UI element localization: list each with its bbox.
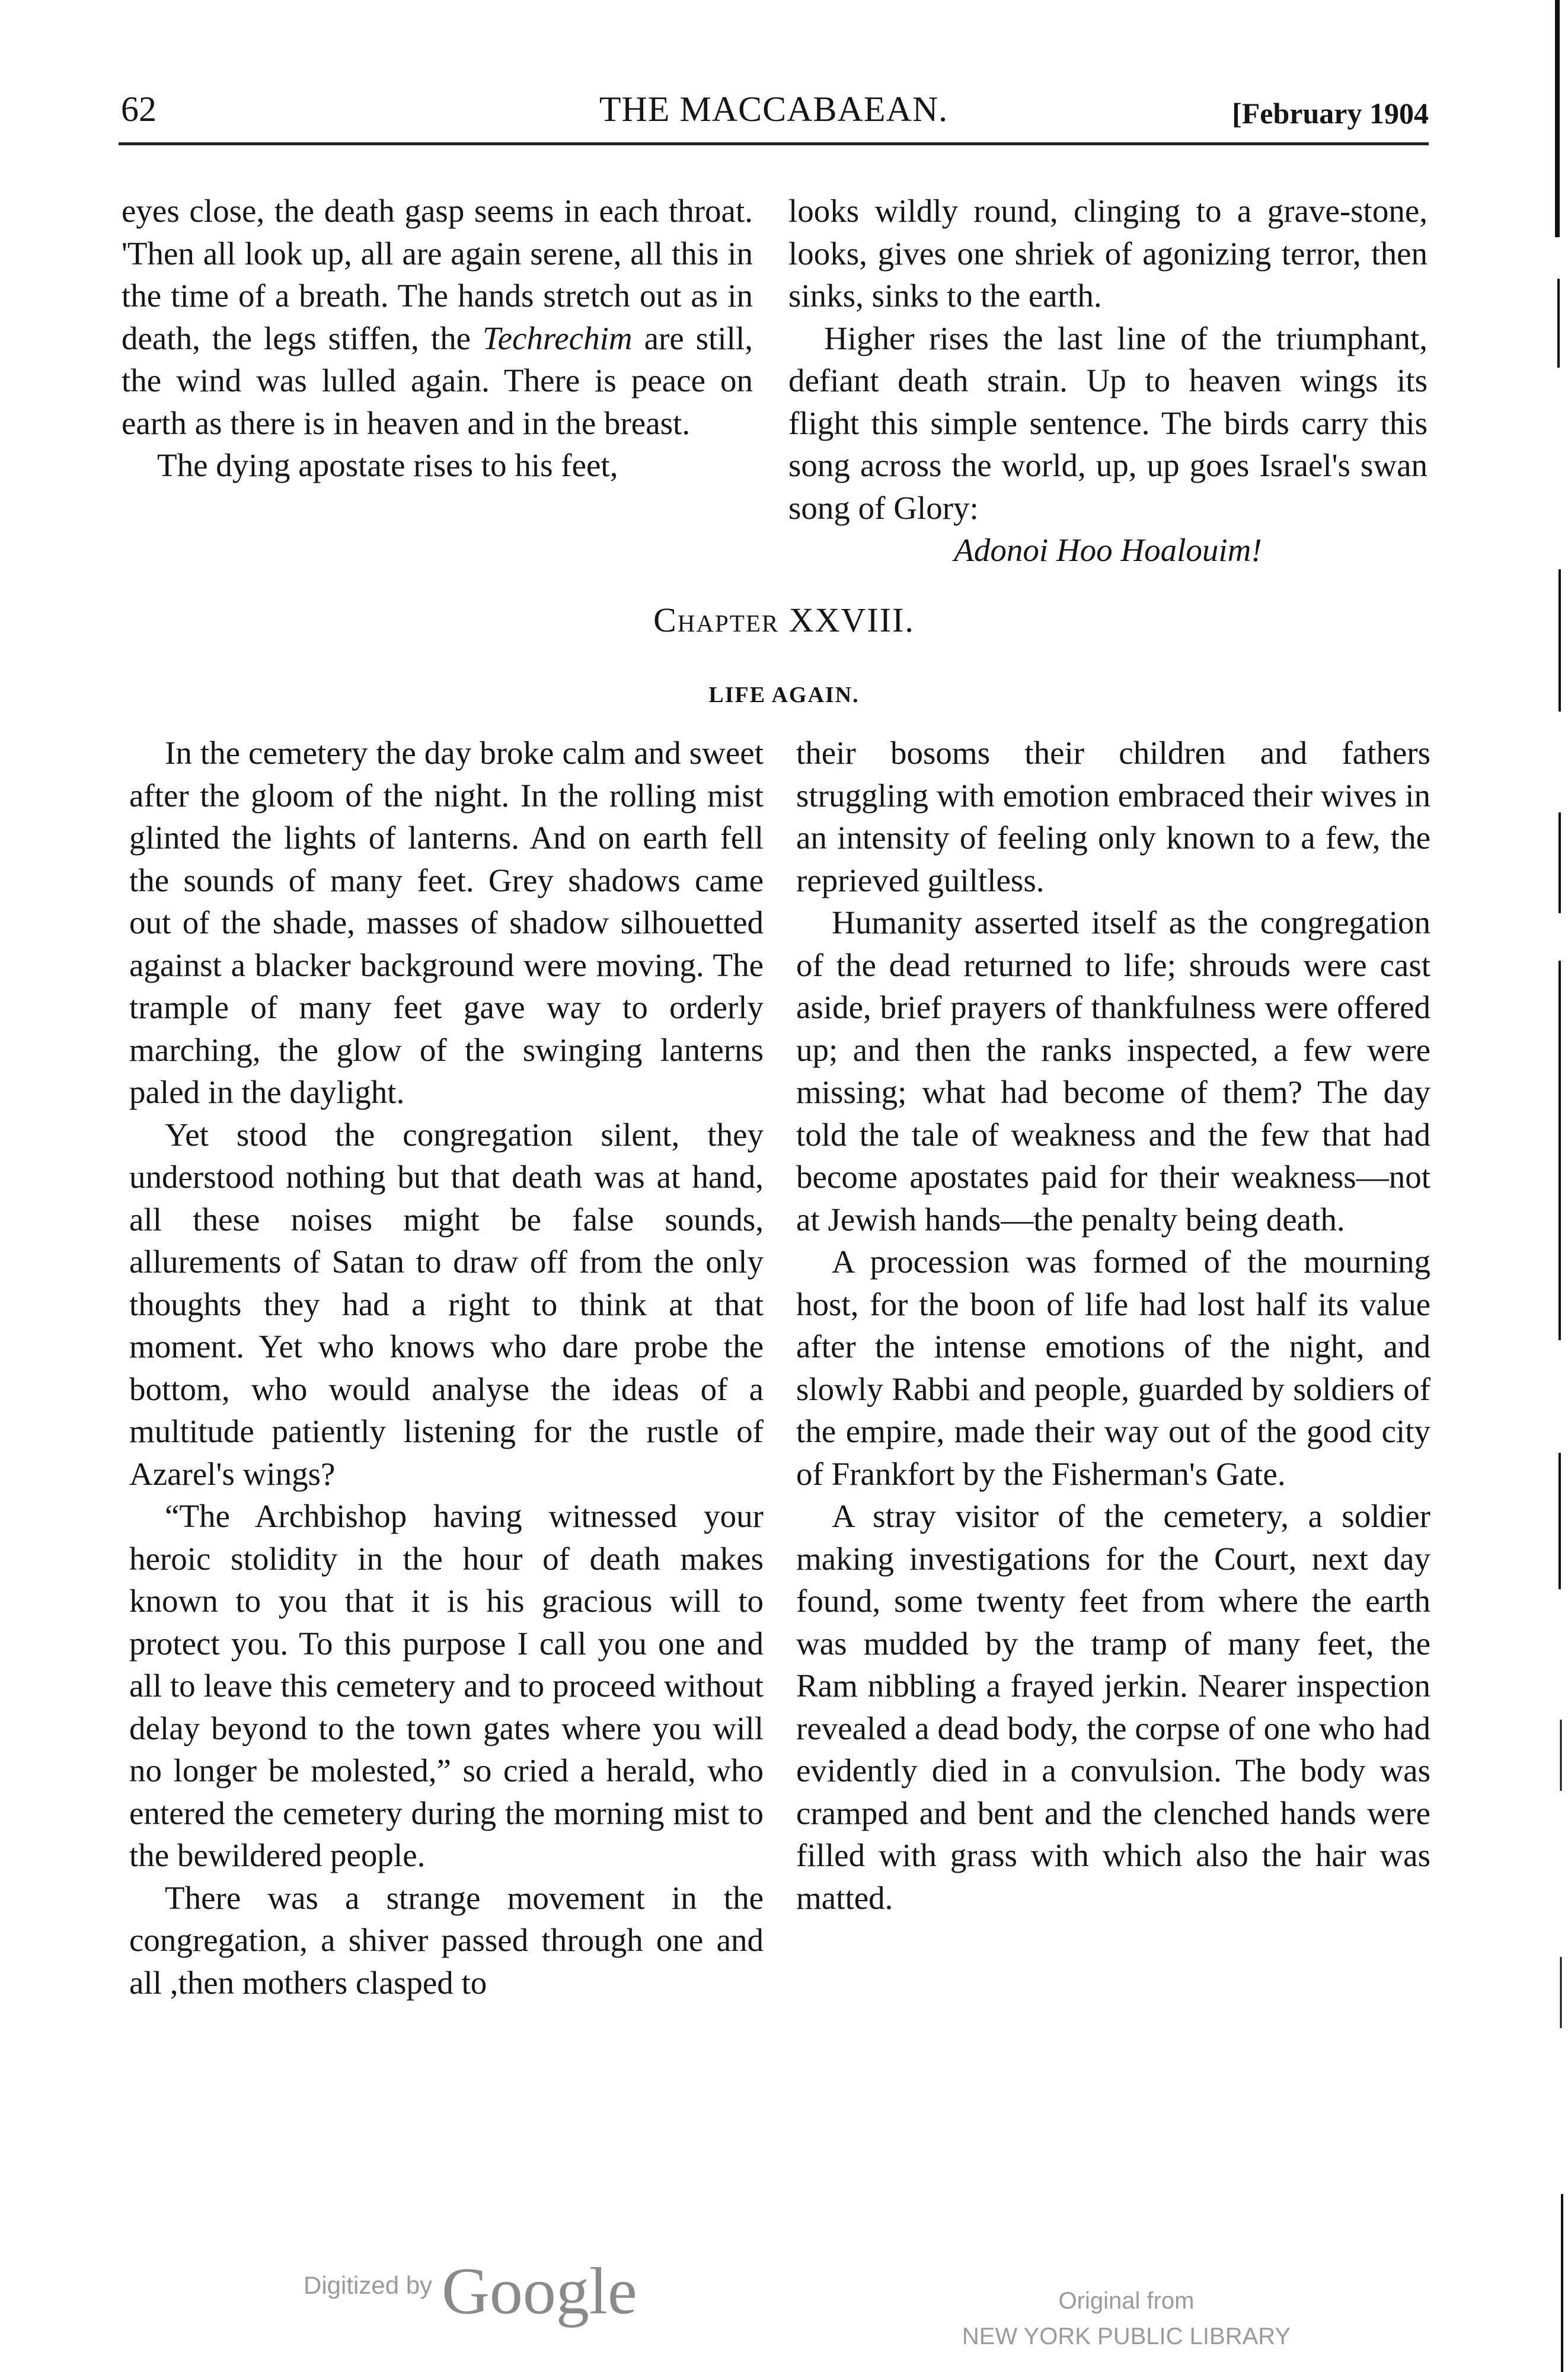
paragraph: eyes close, the death gasp seems in each throat. 'Then all look up, all are again serene, all this in the time of a breath. The hands stretch out as in death, the legs stiffen, the Techrechim are still, the wind was lulled again. There is peace on earth as there is in heaven and in the breast. [122, 193, 753, 441]
scan-edge-line [1544, 0, 1568, 2372]
page-header [119, 83, 1429, 145]
bottom-right-column [796, 732, 1430, 1919]
paragraph: A stray visitor of the cemetery, a soldier making investigations for the Court, next day found, some twenty feet from where the earth was mudded by the tramp of many feet, the Ram nibbling a frayed jerkin. Nearer inspection revealed a dead body, the corpse of one who had evidently died in a convulsion. The body was cramped and bent and the clenched hands were filled with grass with which also the hair was matted. [796, 1498, 1430, 1916]
chapter-subtitle: LIFE AGAIN. [708, 683, 860, 707]
chapter-heading [0, 600, 1568, 640]
hebrew-motto: Adonoi Hoo Hoalouim! [954, 532, 1262, 568]
paragraph: A procession was formed of the mourning host, for the boon of life had lost half its value after the intense emotions of the night, and slowly Rabbi and people, guarded by soldiers of the empire, made their way out of the good city of Frankfort by the Fisherman's Gate. [796, 1244, 1430, 1492]
bottom-left-column [129, 732, 764, 2004]
paragraph: There was a strange movement in the congregation, a shiver passed through one and all ,then mothers clasped to [129, 1879, 764, 2001]
paragraph: their bosoms their children and fathers struggling with emotion embraced their wives in an intensity of feeling only known to a few, the reprieved guiltless. [796, 735, 1430, 898]
library-name: NEW YORK PUBLIC LIBRARY [962, 2323, 1291, 2349]
chapter-number: XXVIII. [788, 601, 915, 639]
page-number: 62 [121, 90, 157, 129]
paragraph: looks wildly round, clinging to a grave-stone, looks, gives one shriek of agonizing terror, then sinks, sinks to the earth. [788, 193, 1428, 314]
paragraph: Higher rises the last line of the triumphant, defiant death strain. Up to heaven wings its flight this simple sentence. The birds carry this song across the world, up, up goes Israel's swan song of Glory: [788, 320, 1428, 526]
digitized-by-label: Digitized by [304, 2271, 433, 2299]
issue-date: [February 1904 [1232, 97, 1429, 130]
top-right-column [788, 190, 1428, 572]
running-title: THE MACCABAEAN. [599, 90, 949, 129]
top-left-column [122, 190, 753, 487]
italic-term: Techrechim [483, 320, 633, 356]
paragraph: Humanity asserted itself as the congregation of the dead returned to life; shrouds were cast aside, brief prayers of thankfulness were offered up; and then the ranks inspected, a few were missing; what had become of them? The day told the tale of weakness and the few that had become apostates paid for their weakness—not at Jewish hands—the penalty being death. [796, 904, 1430, 1238]
chapter-word: Chapter [653, 601, 780, 639]
paragraph: The dying apostate rises to his feet, [157, 447, 618, 483]
paragraph: “The Archbishop having witnessed your heroic stolidity in the hour of death makes known to you that it is his gracious will to protect you. To this purpose I call you one and all to leave this cemetery and to proceed without delay beyond to the town gates where you will no longer be molested,” so cried a herald, who entered the cemetery during the morning mist to the bewildered people. [129, 1498, 764, 1873]
paragraph: In the cemetery the day broke calm and sweet after the gloom of the night. In the rolling mist glinted the lights of lanterns. And on earth fell the sounds of many feet. Grey shadows came out of the shade, masses of shadow silhouetted against a blacker background were moving. The trample of many feet gave way to orderly marching, the glow of the swinging lanterns paled in the daylight. [129, 735, 764, 1110]
google-logo: Google [442, 2255, 637, 2328]
original-from-label: Original from [1058, 2288, 1195, 2314]
paragraph: Yet stood the congregation silent, they understood nothing but that death was at hand, all these noises might be false sounds, allurements of Satan to draw off from the only thoughts they had a right to think at that moment. Yet who knows who dare probe the bottom, who would analyse the ideas of a multitude patiently listening for the rustle of Azarel's wings? [129, 1116, 764, 1492]
library-credit [919, 2283, 1334, 2354]
